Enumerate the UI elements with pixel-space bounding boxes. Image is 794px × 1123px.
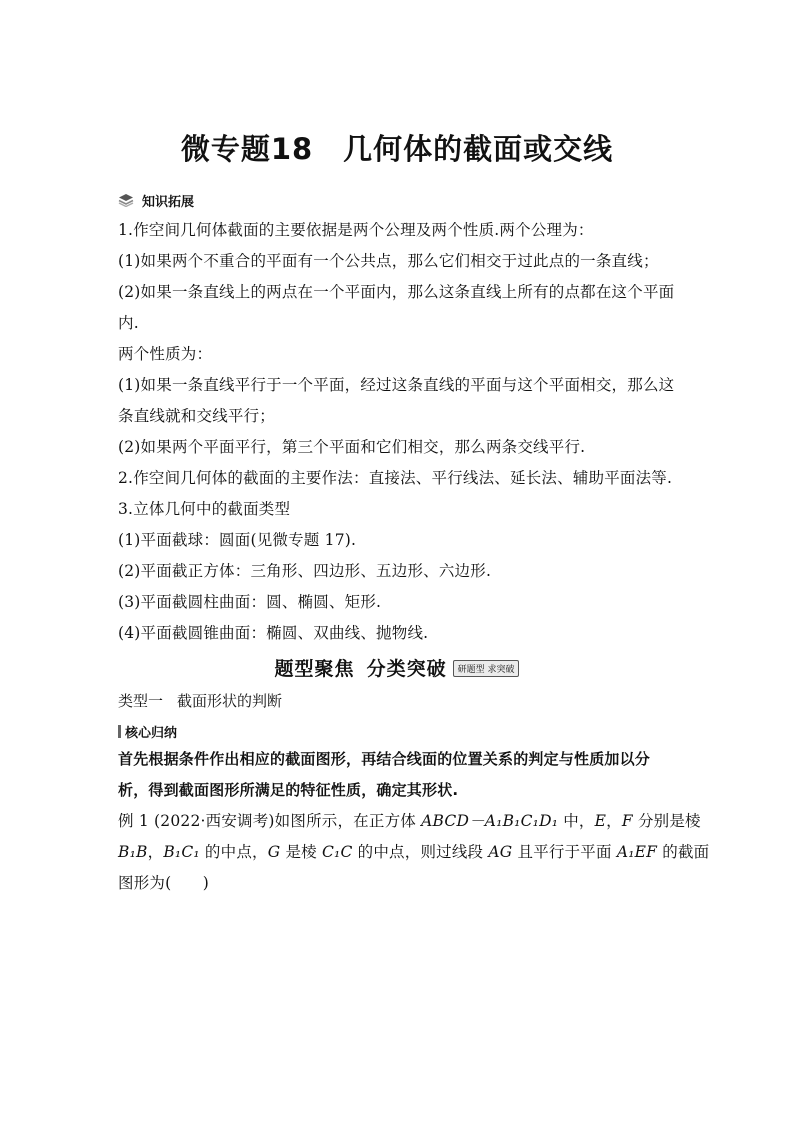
example-text: 的中点，则过线段 <box>352 843 489 861</box>
math-edge-b1b: B₁B <box>118 843 148 861</box>
math-point-g: G <box>267 843 281 861</box>
math-plane-a1ef: A₁EF <box>616 843 658 861</box>
body-line: (1)如果两个不重合的平面有一个公共点，那么它们相交于过此点的一条直线； <box>118 252 659 270</box>
section-label: 知识拓展 <box>142 194 195 210</box>
body-line: 3.立体几何中的截面类型 <box>118 500 291 518</box>
title-text: 几何体的截面或交线 <box>343 132 614 166</box>
body-line: (1)如果一条直线平行于一个平面，经过这条直线的平面与这个平面相交，那么这 <box>118 376 675 394</box>
example-text: 中， <box>558 812 595 830</box>
type-heading <box>118 690 282 711</box>
math-edge-b1c1: B₁C₁ <box>163 843 200 861</box>
body-line: (4)平面截圆锥曲面：椭圆、双曲线、抛物线. <box>118 624 429 642</box>
heading-bar <box>118 725 121 738</box>
example-text: ， <box>606 812 622 830</box>
title-number: 微专题18 <box>180 132 314 166</box>
example-text: 分别是棱 <box>632 812 701 830</box>
body-line: (2)如果一条直线上的两点在一个平面内，那么这条直线上所有的点都在这个平面 <box>118 283 675 301</box>
math-edge-c1c: C₁C <box>321 843 353 861</box>
body-line: (2)平面截正方体：三角形、四边形、五边形、六边形. <box>118 562 492 580</box>
math-point-f: F <box>621 812 633 830</box>
example-line-2 <box>118 842 709 862</box>
body-line: 内. <box>118 314 139 332</box>
example-line-3: 图形为( ) <box>118 874 209 892</box>
example-text: 的截面 <box>657 843 710 861</box>
section-banner <box>0 654 794 681</box>
banner-tag: 研题型 求突破 <box>453 660 520 677</box>
summary-line: 首先根据条件作出相应的截面图形，再结合线面的位置关系的判定与性质加以分 <box>118 750 651 768</box>
example-line-1 <box>118 811 701 831</box>
body-line: (2)如果两个平面平行，第三个平面和它们相交，那么两条交线平行. <box>118 438 586 456</box>
example-text: 且平行于平面 <box>512 843 617 861</box>
type-text: 截面形状的判断 <box>177 692 283 710</box>
math-point-e: E <box>594 812 607 830</box>
type-label: 类型一 <box>118 692 164 710</box>
body-line: 1.作空间几何体截面的主要依据是两个公理及两个性质.两个公理为： <box>118 221 594 239</box>
math-segment-ag: AG <box>488 843 513 861</box>
stack-layers-icon <box>118 193 134 207</box>
banner-right: 分类突破 <box>366 658 447 680</box>
example-text: 是棱 <box>280 843 322 861</box>
summary-line: 析，得到截面图形所满足的特征性质，确定其形状. <box>118 781 459 799</box>
example-text: 的中点， <box>199 843 268 861</box>
section-heading <box>118 190 194 210</box>
example-text: ， <box>147 843 164 861</box>
banner-left: 题型聚焦 <box>274 658 355 680</box>
sub-heading-text: 核心归纳 <box>125 726 178 741</box>
example-text: 例 1 (2022·西安调考)如图所示，在正方体 <box>118 812 422 830</box>
page-title <box>0 127 794 168</box>
math-cube: ABCD－A₁B₁C₁D₁ <box>421 812 559 830</box>
body-line: (1)平面截球：圆面(见微专题 17). <box>118 531 357 549</box>
body-line: 两个性质为： <box>118 345 213 363</box>
body-line: 条直线就和交线平行； <box>118 407 276 425</box>
body-line: (3)平面截圆柱曲面：圆、椭圆、矩形. <box>118 593 382 611</box>
sub-heading <box>118 722 177 741</box>
body-line: 2.作空间几何体的截面的主要作法：直接法、平行线法、延长法、辅助平面法等. <box>118 469 673 487</box>
